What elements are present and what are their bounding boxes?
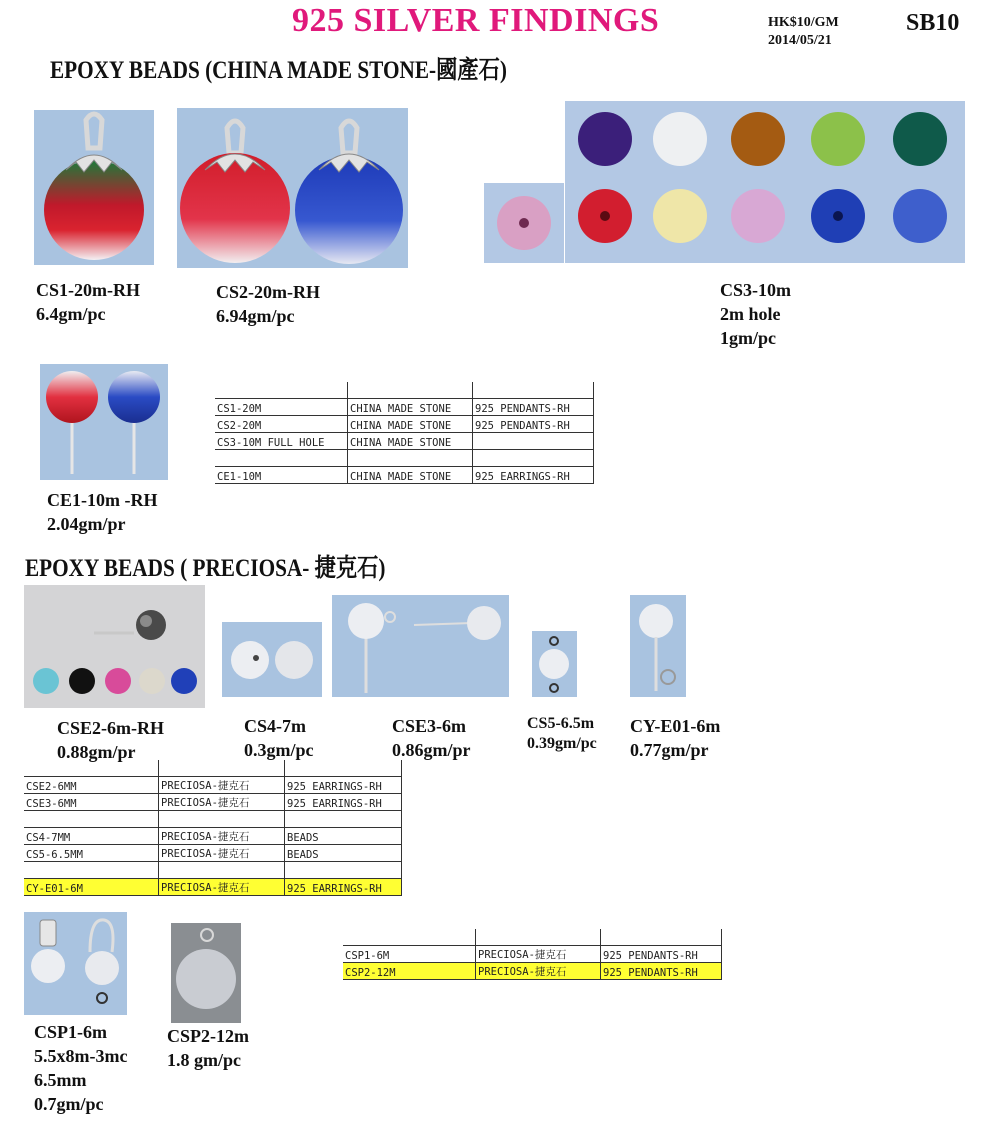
table-row	[24, 760, 402, 777]
csp1-size: 5.5x8m-3mc	[34, 1046, 128, 1066]
table-row	[24, 845, 402, 862]
table-cell: 925 EARRINGS-RH	[285, 794, 402, 811]
cs1-caption	[36, 278, 140, 326]
table-row	[215, 467, 594, 484]
csp1-name: CSP1-6m	[34, 1022, 107, 1042]
cs3-pink-bead-image	[484, 183, 564, 263]
table-cell: CHINA MADE STONE	[348, 467, 473, 484]
table-cell: 925 PENDANTS-RH	[473, 399, 594, 416]
table-cell	[159, 760, 285, 777]
table-cell: CS5-6.5MM	[24, 845, 159, 862]
cs1-weight: 6.4gm/pc	[36, 304, 106, 324]
cs4-caption	[244, 714, 314, 762]
cse2-photo	[24, 585, 205, 708]
table-cell: PRECIOSA-捷克石	[159, 828, 285, 845]
table-cell	[473, 450, 594, 467]
cs3-single-photo	[484, 183, 564, 263]
cse2-weight: 0.88gm/pr	[57, 742, 136, 762]
cs2-pendant-image	[177, 108, 408, 268]
cs3-hole: 2m hole	[720, 304, 781, 324]
table-row	[24, 862, 402, 879]
table-row	[24, 777, 402, 794]
cs1-name: CS1-20m-RH	[36, 280, 140, 300]
section-heading-preciosa: EPOXY BEADS ( PRECIOSA- 捷克石)	[25, 555, 386, 582]
table-cell: CE1-10M	[215, 467, 348, 484]
table-row	[215, 416, 594, 433]
cse3-photo	[332, 595, 509, 697]
table-cell	[285, 862, 402, 879]
cs3-caption	[720, 278, 791, 350]
cs2-caption	[216, 280, 320, 328]
cse3-weight: 0.86gm/pr	[392, 740, 471, 760]
cse3-name: CSE3-6m	[392, 716, 467, 736]
csp2-caption	[167, 1024, 249, 1072]
ce1-weight: 2.04gm/pr	[47, 514, 126, 534]
cs4-weight: 0.3gm/pc	[244, 740, 314, 760]
ce1-photo	[40, 364, 168, 480]
table-cell	[348, 382, 473, 399]
table-cell	[343, 929, 476, 946]
table-row	[343, 963, 722, 980]
table-cell: PRECIOSA-捷克石	[159, 777, 285, 794]
cye01-photo	[630, 595, 686, 697]
cye01-name: CY-E01-6m	[630, 716, 721, 736]
cs5-name: CS5-6.5m	[527, 715, 595, 732]
table-row	[215, 382, 594, 399]
table-cell: CSP2-12M	[343, 963, 476, 980]
table-cell: PRECIOSA-捷克石	[159, 794, 285, 811]
cs4-beads-image	[222, 622, 322, 697]
table-cell	[476, 929, 601, 946]
table-cell: PRECIOSA-捷克石	[159, 879, 285, 896]
cs5-photo	[532, 631, 577, 697]
cse2-earrings-image	[24, 585, 205, 708]
section-heading-china: EPOXY BEADS (CHINA MADE STONE-國產石)	[50, 57, 507, 84]
table-cell	[285, 760, 402, 777]
price-and-date	[768, 14, 839, 50]
ce1-name: CE1-10m -RH	[47, 490, 158, 510]
table-cell	[473, 433, 594, 450]
table-cell	[473, 382, 594, 399]
table-cell: CS2-20M	[215, 416, 348, 433]
csp2-photo	[171, 923, 241, 1023]
cs5-caption	[527, 714, 597, 754]
cse2-caption	[57, 716, 164, 764]
csp1-weight: 0.7gm/pc	[34, 1094, 104, 1114]
csp1-caption	[34, 1020, 127, 1116]
cs4-photo	[222, 622, 322, 697]
table-cell: CHINA MADE STONE	[348, 399, 473, 416]
cs2-photo	[177, 108, 408, 268]
cs4-name: CS4-7m	[244, 716, 306, 736]
table-cell	[348, 450, 473, 467]
cse2-name: CSE2-6m-RH	[57, 718, 164, 738]
cs3-color-photo	[565, 101, 965, 263]
table-row	[215, 433, 594, 450]
page-title: 925 SILVER FINDINGS	[292, 2, 660, 39]
csp1-photo	[24, 912, 127, 1015]
cs5-weight: 0.39gm/pc	[527, 735, 597, 752]
table-cell	[215, 382, 348, 399]
china-stone-table	[215, 382, 594, 484]
cs3-name: CS3-10m	[720, 280, 791, 300]
table-cell: CS1-20M	[215, 399, 348, 416]
cye01-weight: 0.77gm/pr	[630, 740, 709, 760]
table-cell: CSE2-6MM	[24, 777, 159, 794]
table-cell: 925 PENDANTS-RH	[601, 963, 722, 980]
table-row	[215, 399, 594, 416]
table-cell: CY-E01-6M	[24, 879, 159, 896]
price-label: HK$10/GM	[768, 15, 839, 30]
cs1-photo	[34, 110, 154, 265]
table-cell: CS4-7MM	[24, 828, 159, 845]
date-label: 2014/05/21	[768, 33, 832, 48]
table-cell: CSP1-6M	[343, 946, 476, 963]
cs3-color-beads-image	[565, 101, 965, 263]
table-cell	[159, 811, 285, 828]
table-cell	[159, 862, 285, 879]
table-cell: PRECIOSA-捷克石	[476, 946, 601, 963]
table-cell: CS3-10M FULL HOLE	[215, 433, 348, 450]
table-cell: CHINA MADE STONE	[348, 416, 473, 433]
table-row	[215, 450, 594, 467]
table-cell	[601, 929, 722, 946]
cse3-caption	[392, 714, 471, 762]
csp1-mm: 6.5mm	[34, 1070, 87, 1090]
table-cell: PRECIOSA-捷克石	[476, 963, 601, 980]
cs1-pendant-image	[34, 110, 154, 265]
table-row	[24, 828, 402, 845]
preciosa-table	[24, 760, 402, 896]
table-cell	[24, 811, 159, 828]
table-cell: CSE3-6MM	[24, 794, 159, 811]
cs5-bead-image	[532, 631, 577, 697]
table-cell: 925 PENDANTS-RH	[473, 416, 594, 433]
table-row	[24, 879, 402, 896]
cse3-earrings-image	[332, 595, 509, 697]
table-cell: 925 EARRINGS-RH	[285, 879, 402, 896]
table-row	[24, 794, 402, 811]
cs2-name: CS2-20m-RH	[216, 282, 320, 302]
csp1-pendants-image	[24, 912, 127, 1015]
table-cell: 925 PENDANTS-RH	[601, 946, 722, 963]
cye01-caption	[630, 714, 720, 762]
cs2-weight: 6.94gm/pc	[216, 306, 295, 326]
table-cell: BEADS	[285, 828, 402, 845]
table-cell: CHINA MADE STONE	[348, 433, 473, 450]
csp2-weight: 1.8 gm/pc	[167, 1050, 241, 1070]
table-row	[343, 929, 722, 946]
table-cell: BEADS	[285, 845, 402, 862]
table-cell	[215, 450, 348, 467]
table-cell	[24, 760, 159, 777]
table-row	[24, 811, 402, 828]
csp2-name: CSP2-12m	[167, 1026, 249, 1046]
cye01-earring-image	[630, 595, 686, 697]
table-cell: 925 EARRINGS-RH	[473, 467, 594, 484]
table-row	[343, 946, 722, 963]
table-cell: 925 EARRINGS-RH	[285, 777, 402, 794]
csp2-pendant-image	[171, 923, 241, 1023]
cs3-weight: 1gm/pc	[720, 328, 776, 348]
table-cell	[285, 811, 402, 828]
ce1-earrings-image	[40, 364, 168, 480]
catalog-code: SB10	[906, 10, 960, 36]
table-cell	[24, 862, 159, 879]
ce1-caption	[47, 488, 158, 536]
table-cell: PRECIOSA-捷克石	[159, 845, 285, 862]
pendants-table	[343, 929, 722, 980]
